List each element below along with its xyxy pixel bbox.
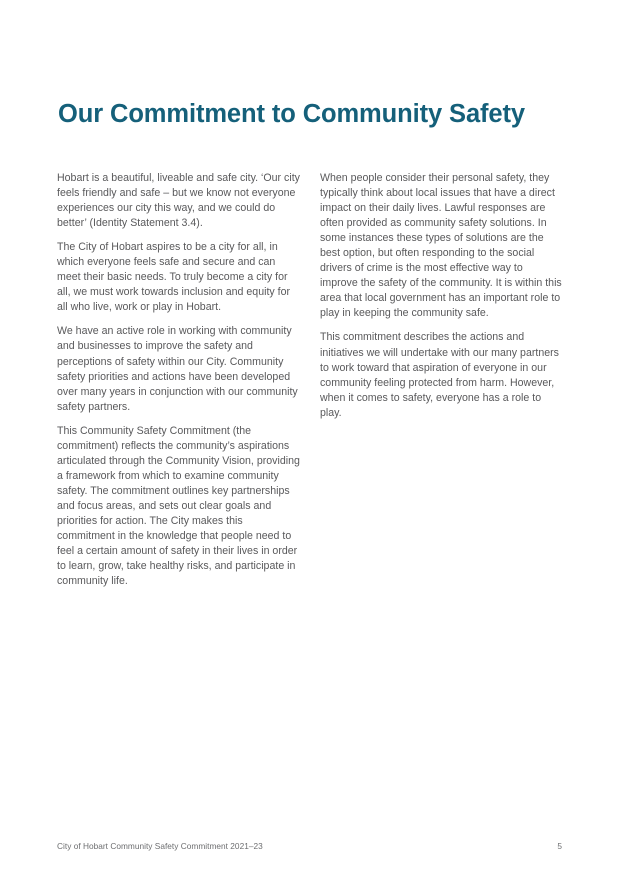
paragraph: Hobart is a beautiful, liveable and safe city. ‘Our city feels friendly and safe – but we know not everyone experiences our city this way, and we could do better’ (Identity Statement 3.4). [57,172,300,230]
paragraph: We have an active role in working with community and businesses to improve the safety and perceptions of safety within our City. Community safety priorities and actions have been developed over many years in conjunction with our community safety partners. [57,325,298,413]
right-column [320,171,563,421]
paragraph: This commitment describes the actions and initiatives we will undertake with our many partners to work toward that aspiration of everyone in our community feeling protected from harm. However, when it comes to safety, everyone has a role to play. [320,331,559,419]
paragraph: When people consider their personal safety, they typically think about local issues that have a direct impact on their daily lives. Lawful responses are often provided as community safety solutions. In some instances these types of solutions are the best option, but often responding to the social drivers of crime is the most effective way to improve the safety of the community. It is within this area that local government has an important role to play in keeping the community safe. [320,172,562,320]
footer-page-number: 5 [557,841,562,851]
paragraph: The City of Hobart aspires to be a city for all, in which everyone feels safe and secure and can meet their basic needs. To truly become a city for all, we must work towards inclusion and equity for all who live, work or play in Hobart. [57,241,291,314]
page-title: Our Commitment to Community Safety [58,100,525,128]
paragraph: This Community Safety Commitment (the commitment) reflects the community’s aspirations articulated through the Community Vision, providing a framework from which to examine community safety. The commitment outlines key partnerships and focus areas, and sets out clear goals and priorities for action. The City makes this commitment in the knowledge that people need to feel a certain amount of safety in their lives in order to learn, grow, take healthy risks, and participate in community life. [57,424,300,588]
page-footer [57,841,562,852]
two-column-body [57,171,562,589]
footer-document-label: City of Hobart Community Safety Commitment 2021–23 [57,841,263,851]
left-column [57,171,300,589]
